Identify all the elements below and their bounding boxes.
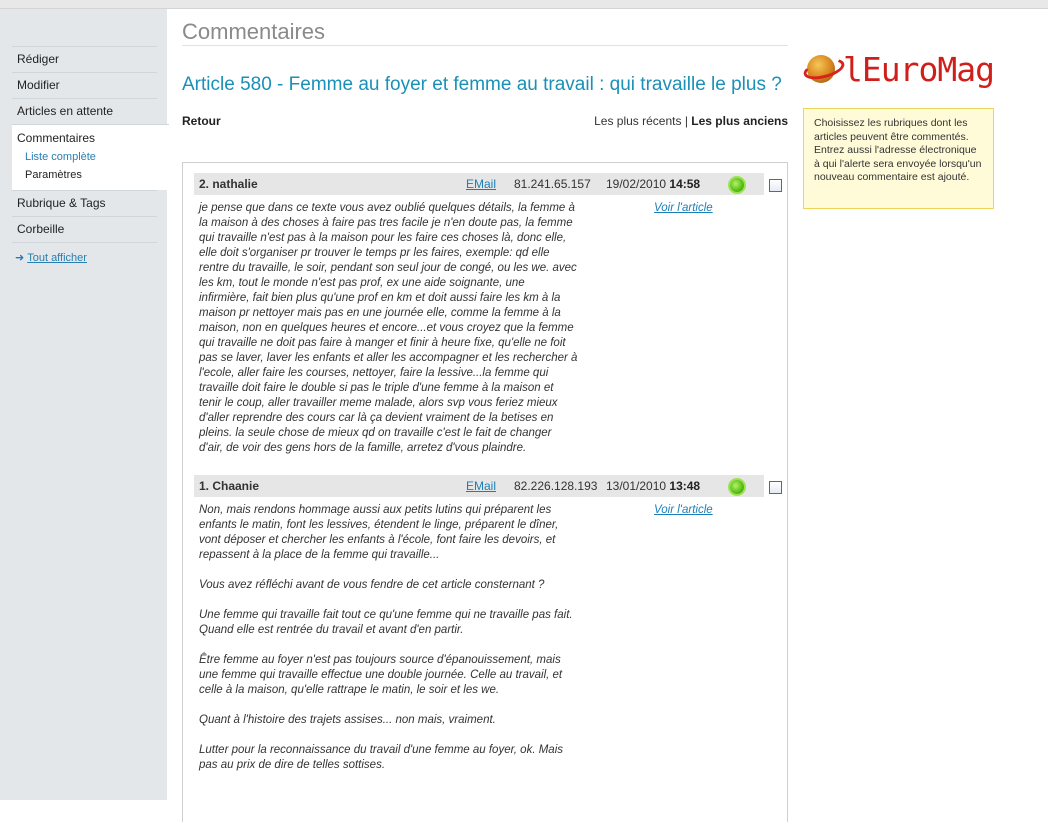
sort-recent-link[interactable]: Les plus récents <box>594 114 682 128</box>
comment-item <box>194 475 764 773</box>
sidebar-subitem-liste-complete[interactable]: Liste complète <box>25 151 96 163</box>
sidebar-item-commentaires[interactable]: Commentaires <box>17 131 96 145</box>
arrow-right-icon: ➜ <box>15 252 25 264</box>
comment-author: 2. nathalie <box>199 177 258 191</box>
comment-ip: 82.226.128.193 <box>514 479 598 493</box>
comment-text: Non, mais rendons hommage aussi aux petits lutins qui préparent les enfants le matin, font les lessives, étendent le linge, préparent le dîner, vont déposer et chercher les enfants à l'école, font faire les devoirs, et repassent à la place de la femme qui travaille... Vous avez réfléchi avant de vous fendre de cet article consternant ? Une femme qui travaille fait tout ce qu'une femme qui ne travaille pas fait. Quand elle est rentrée du travail et avant d'en partir. Être femme au foyer n'est pas toujours source d'épanouissement, mais une femme qui travaille effectue une double journée. Celle au travail, et celle à la maison, qu'elle rattrape le matin, le soir et les we. Quant à l'histoire des trajets assises... non mais, vraiment. Lutter pour la reconnaissance du travail d'une femme au foyer, ok. Mais pas au prix de dire de telles sottises. <box>199 504 573 771</box>
comment-email-link[interactable]: EMail <box>466 177 497 191</box>
sidebar-item-corbeille[interactable]: Corbeille <box>12 216 157 243</box>
comment-select-checkbox[interactable] <box>769 179 782 192</box>
sort-oldest-link[interactable]: Les plus anciens <box>691 114 788 128</box>
sidebar-item-modifier[interactable]: Modifier <box>12 72 157 98</box>
comment-header <box>194 173 764 195</box>
comment-select-checkbox[interactable] <box>769 481 782 494</box>
comments-toolbar <box>182 114 788 132</box>
comment-item <box>194 173 764 456</box>
sidebar-item-commentaires-group <box>12 124 169 190</box>
comment-date <box>606 177 700 191</box>
browser-top-strip <box>0 0 1048 9</box>
back-link[interactable]: Retour <box>182 114 221 128</box>
main-content <box>182 9 788 132</box>
see-article-link[interactable]: Voir l'article <box>654 202 713 214</box>
sidebar <box>0 9 167 800</box>
sidebar-item-rubrique-tags[interactable]: Rubrique & Tags <box>12 190 157 216</box>
see-article-link[interactable]: Voir l'article <box>654 504 713 516</box>
article-title: Article 580 - Femme au foyer et femme au travail : qui travaille le plus ? <box>182 74 782 95</box>
comment-text: je pense que dans ce texte vous avez oublié quelques détails, la femme à la maison à des choses à faire pas tres facile je n'en doute pas, la femme qui travaille n'est pas à la maison pour les faire ces choses là, donc elle, elle doit s'organiser pr trouver le temps pr les faires, exemple: qd elle rentre du travaille, le soir, pendant son seul jour de congé, ou les we. avec les km, tout le monde n'est pas prof, ex une aide soignante, une infirmière, fait bien plus qu'une prof en km et doit aussi faire les km à la maison pr nettoyer mais pas en une journée elle, comme la femme à la maison, non en quelques heures et encore...et vous croyez que la femme qui travaille ne doit pas faire à manger et finir à heure fixe, qu'elle ne foit pas se laver, laver les enfants et aller les accompagner et les rechercher à l'ecole, aller faire les courses, nettoyer, faire la lessive...la femme qui travaille doit faire le double si pas le triple d'une femme à la maison et tenir le coup, aller travailler meme malade, alors svp vous feriez mieux d'aller reprendre des cours car là ça devient vraiment de la betises en pleins. la seule chose de mieux qd on travaille c'est le fait de changer d'air, de voir des gens hors de la famille, arretez d'vous plaindre. <box>199 202 578 454</box>
page-title: Commentaires <box>182 9 788 46</box>
show-all-label: Tout afficher <box>27 252 87 264</box>
sidebar-menu <box>12 46 157 264</box>
comment-header <box>194 475 764 497</box>
comment-author: 1. Chaanie <box>199 479 260 493</box>
comment-date <box>606 479 700 493</box>
logo-text: lEuroMag <box>843 50 994 89</box>
status-approved-icon[interactable] <box>730 178 744 192</box>
sidebar-item-articles-en-attente[interactable]: Articles en attente <box>12 98 157 124</box>
sort-options <box>594 114 788 128</box>
comment-date-time: 13:48 <box>669 479 701 493</box>
help-note: Choisissez les rubriques dont les articles peuvent être commentés. Entrez aussi l'adresse électronique à qui l'alerte sera envoyée lorsqu'un nouveau commentaire est ajouté. <box>803 108 994 209</box>
comment-ip: 81.241.65.157 <box>514 177 591 191</box>
comment-date-day: 19/02/2010 <box>606 177 667 191</box>
sidebar-subitem-parametres[interactable]: Paramètres <box>25 169 82 181</box>
comments-list <box>182 162 788 822</box>
sidebar-item-rediger[interactable]: Rédiger <box>12 46 157 72</box>
comment-body <box>194 201 764 456</box>
status-approved-icon[interactable] <box>730 480 744 494</box>
euromag-logo <box>805 52 995 92</box>
show-all-link[interactable] <box>12 251 157 264</box>
comment-email-link[interactable]: EMail <box>466 479 497 493</box>
sort-separator: | <box>681 114 692 128</box>
comment-date-time: 14:58 <box>669 177 701 191</box>
comment-body <box>194 503 764 773</box>
comment-date-day: 13/01/2010 <box>606 479 667 493</box>
